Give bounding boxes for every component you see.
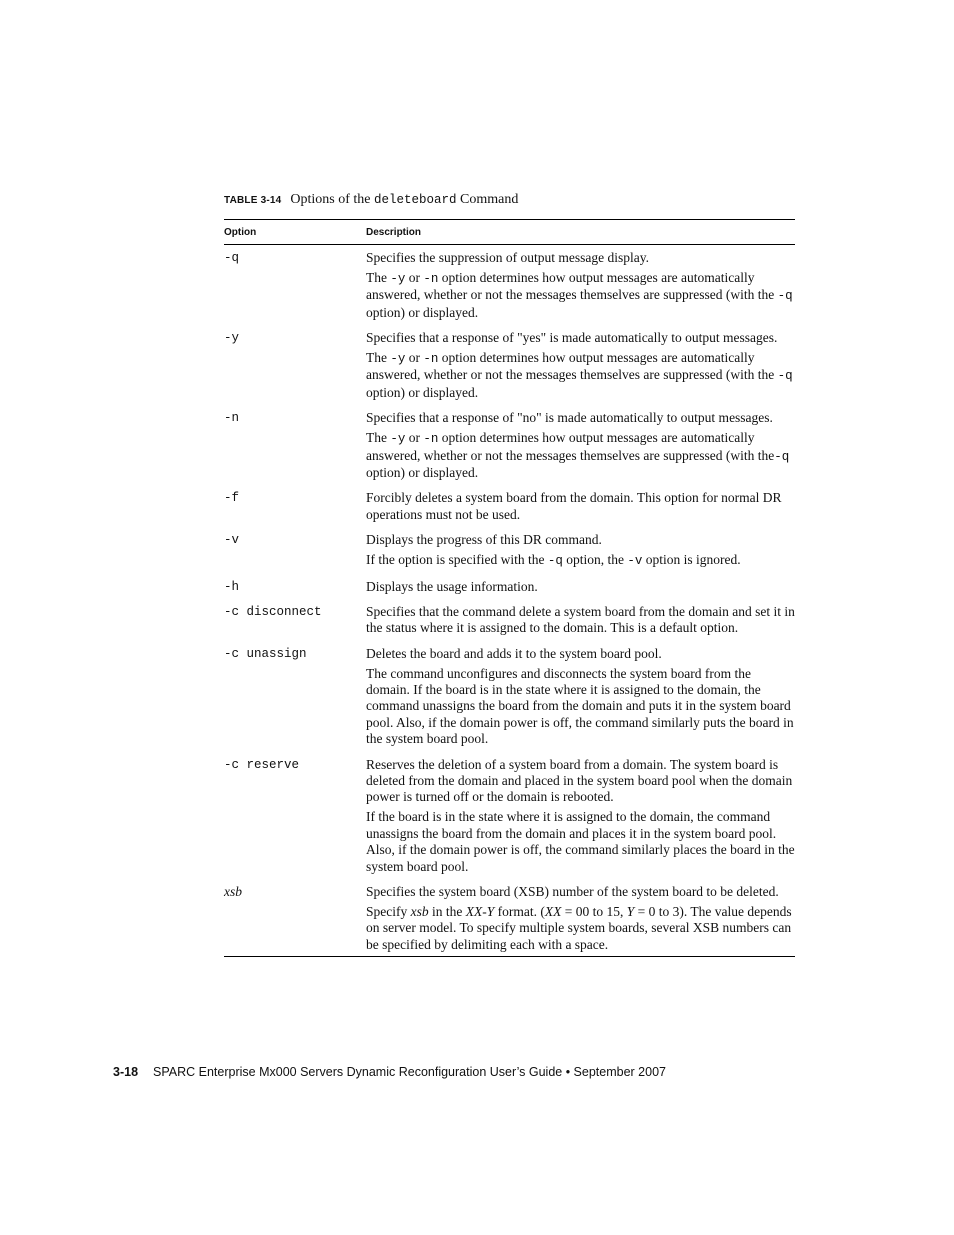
page-footer xyxy=(113,1064,813,1080)
table-row xyxy=(224,490,795,523)
inline-code: -y xyxy=(390,271,406,286)
text-segment: option is ignored. xyxy=(642,552,741,568)
inline-code: -n xyxy=(423,432,439,447)
inline-code: -n xyxy=(423,352,439,367)
inline-code: -q xyxy=(774,449,790,464)
description-paragraph xyxy=(366,757,795,806)
option-cell: -v xyxy=(224,533,240,548)
text-segment: option) or displayed. xyxy=(366,304,479,320)
text-segment: Specifies that the command delete a system board from the domain and set it in the status where it is assigned to the domain. This is a default option. xyxy=(366,603,795,636)
text-segment: = 0 to 3). The value depends on server model. To specify multiple system boards, several XSB numbers can be specified by delimiting each with a space. xyxy=(366,903,792,952)
text-segment: Displays the progress of this DR command. xyxy=(366,532,602,548)
text-segment: Displays the usage information. xyxy=(366,578,538,594)
inline-code: -y xyxy=(390,432,406,447)
text-segment: option) or displayed. xyxy=(366,464,479,480)
text-segment: in the xyxy=(428,903,466,919)
inline-code: -n xyxy=(423,271,439,286)
text-segment: option) or displayed. xyxy=(366,384,479,400)
description-paragraph xyxy=(366,579,795,595)
italic-text: xsb xyxy=(410,903,429,919)
text-segment: The command unconfigures and disconnects the system board from the domain. If the board is in the state where it is assigned to the domain, the command unassigns the board from the domain and puts it in the system board pool. Also, if the domain power is off, the command similarly puts the board in the system board pool. xyxy=(366,665,794,747)
text-segment: = 00 to 15, xyxy=(561,903,627,919)
options-table xyxy=(224,219,795,957)
description-cell xyxy=(366,330,795,401)
footer-text: SPARC Enterprise Mx000 Servers Dynamic Reconfiguration User’s Guide • September 2007 xyxy=(153,1065,666,1079)
inline-code: -q xyxy=(777,289,793,304)
description-cell xyxy=(366,646,795,748)
text-segment: Specifies that a response of "no" is made automatically to output messages. xyxy=(366,410,773,426)
description-cell xyxy=(366,604,795,637)
description-cell xyxy=(366,884,795,953)
text-segment: Specifies the suppression of output message display. xyxy=(366,250,649,265)
table-header xyxy=(224,220,795,245)
description-paragraph xyxy=(366,666,795,748)
table-row xyxy=(224,532,795,569)
table-row xyxy=(224,250,795,321)
description-paragraph xyxy=(366,809,795,875)
option-cell: -c unassign xyxy=(224,646,307,661)
table-body xyxy=(224,245,795,956)
text-segment: If the option is specified with the xyxy=(366,552,548,568)
text-segment: option, the xyxy=(562,552,628,568)
description-paragraph xyxy=(366,532,795,548)
text-segment: Specifies that a response of "yes" is made automatically to output messages. xyxy=(366,330,778,346)
option-cell: -c reserve xyxy=(224,757,300,772)
option-cell: -c disconnect xyxy=(224,604,322,619)
text-segment: Specifies the system board (XSB) number of the system board to be deleted. xyxy=(366,884,779,899)
text-segment: The xyxy=(366,269,391,285)
table-row xyxy=(224,757,795,875)
text-segment: or xyxy=(405,269,424,285)
text-segment: The xyxy=(366,350,391,366)
text-segment: The xyxy=(366,430,391,446)
description-paragraph xyxy=(366,330,795,346)
text-segment: format. ( xyxy=(494,903,545,919)
description-paragraph xyxy=(366,884,795,900)
description-cell xyxy=(366,757,795,875)
table-caption xyxy=(224,191,824,210)
text-segment: Deletes the board and adds it to the system board pool. xyxy=(366,645,662,661)
text-segment: option determines how output messages are automatically answered, whether or not the messages themselves are suppressed (with the xyxy=(366,430,775,463)
table-row xyxy=(224,646,795,748)
description-paragraph xyxy=(366,904,795,953)
description-paragraph xyxy=(366,430,795,481)
text-segment: If the board is in the state where it is assigned to the domain, the command unassigns the board from the domain and places it in the system board pool. Also, if the domain power is off, the command similarly places the board in the system board pool. xyxy=(366,809,795,874)
description-cell xyxy=(366,410,795,481)
inline-code: -y xyxy=(390,352,406,367)
description-paragraph xyxy=(366,490,795,523)
table-number: TABLE 3-14 xyxy=(224,195,282,206)
italic-text: XX-Y xyxy=(465,903,495,919)
text-segment: Specify xyxy=(366,903,411,919)
description-paragraph xyxy=(366,646,795,662)
text-segment: or xyxy=(405,430,424,446)
page-number: 3-18 xyxy=(113,1065,139,1079)
text-segment: option determines how output messages are automatically answered, whether or not the messages themselves are suppressed (with the xyxy=(366,350,778,383)
inline-code: -q xyxy=(777,369,793,384)
option-cell: -n xyxy=(224,411,240,426)
description-cell xyxy=(366,250,795,321)
option-cell: -q xyxy=(224,251,240,265)
italic-text: Y xyxy=(626,903,635,919)
description-cell xyxy=(366,532,795,569)
description-paragraph xyxy=(366,270,795,321)
table-row xyxy=(224,884,795,953)
option-cell: -y xyxy=(224,331,240,346)
text-segment: Reserves the deletion of a system board from a domain. The system board is deleted from the domain and placed in the system board pool when the domain power is turned off or the domain is rebooted. xyxy=(366,756,793,805)
description-paragraph xyxy=(366,552,795,569)
description-cell xyxy=(366,579,795,595)
header-description: Description xyxy=(366,226,422,238)
option-cell: xsb xyxy=(224,884,242,899)
text-segment: Forcibly deletes a system board from the domain. This option for normal DR operations must not be used. xyxy=(366,490,782,522)
caption-text-post: Command xyxy=(460,192,519,207)
option-cell: -f xyxy=(224,491,240,506)
caption-text-pre: Options of the xyxy=(290,192,371,207)
description-paragraph xyxy=(366,604,795,637)
italic-text: XX xyxy=(544,903,562,919)
description-cell xyxy=(366,490,795,523)
table-row xyxy=(224,579,795,595)
text-segment: option determines how output messages are automatically answered, whether or not the messages themselves are suppressed (with the xyxy=(366,269,778,303)
table-row xyxy=(224,330,795,401)
table-row xyxy=(224,410,795,481)
table-row xyxy=(224,604,795,637)
option-cell: -h xyxy=(224,579,240,594)
inline-code: -v xyxy=(627,554,643,569)
header-option: Option xyxy=(224,226,257,238)
caption-command: deleteboard xyxy=(374,193,457,207)
description-paragraph xyxy=(366,410,795,426)
description-paragraph xyxy=(366,350,795,401)
inline-code: -q xyxy=(547,554,563,569)
description-paragraph xyxy=(366,250,795,266)
text-segment: or xyxy=(405,350,424,366)
